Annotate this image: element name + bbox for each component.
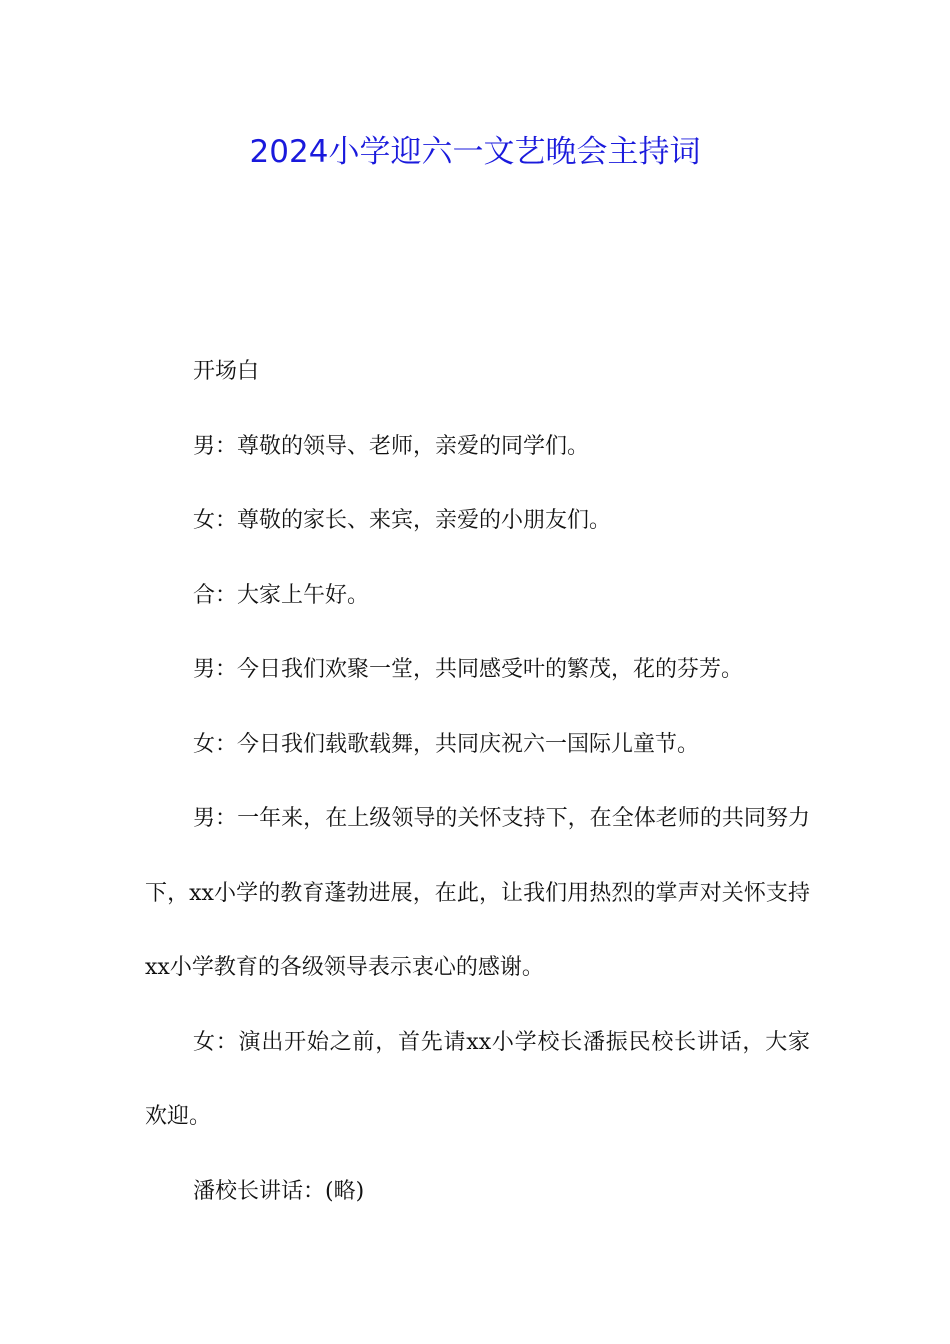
paragraph-principal-speech: 潘校长讲话：(略) (193, 1178, 365, 1204)
document-body (145, 335, 810, 1229)
paragraph-female-introduction: 女：演出开始之前，首先请xx小学校长潘振民校长讲话，大家欢迎。 (145, 1029, 810, 1129)
paragraph-female-celebration: 女：今日我们载歌载舞，共同庆祝六一国际儿童节。 (193, 731, 700, 757)
paragraph-male-greeting: 男：尊敬的领导、老师，亲爱的同学们。 (193, 433, 590, 459)
paragraph-male-gathering: 男：今日我们欢聚一堂，共同感受叶的繁茂，花的芬芳。 (193, 657, 744, 682)
document-title: 2024小学迎六一文艺晚会主持词 (249, 134, 701, 170)
paragraph-opening-heading: 开场白 (193, 359, 260, 384)
paragraph-female-greeting: 女：尊敬的家长、来宾，亲爱的小朋友们。 (193, 508, 612, 533)
paragraph-joint-greeting: 合：大家上午好。 (193, 582, 370, 608)
paragraph-male-thanks: 男：一年来，在上级领导的关怀支持下，在全体老师的共同努力下，xx小学的教育蓬勃进展，在此，让我们用热烈的掌声对关怀支持xx小学教育的各级领导表示衷心的感谢。 (145, 806, 810, 980)
